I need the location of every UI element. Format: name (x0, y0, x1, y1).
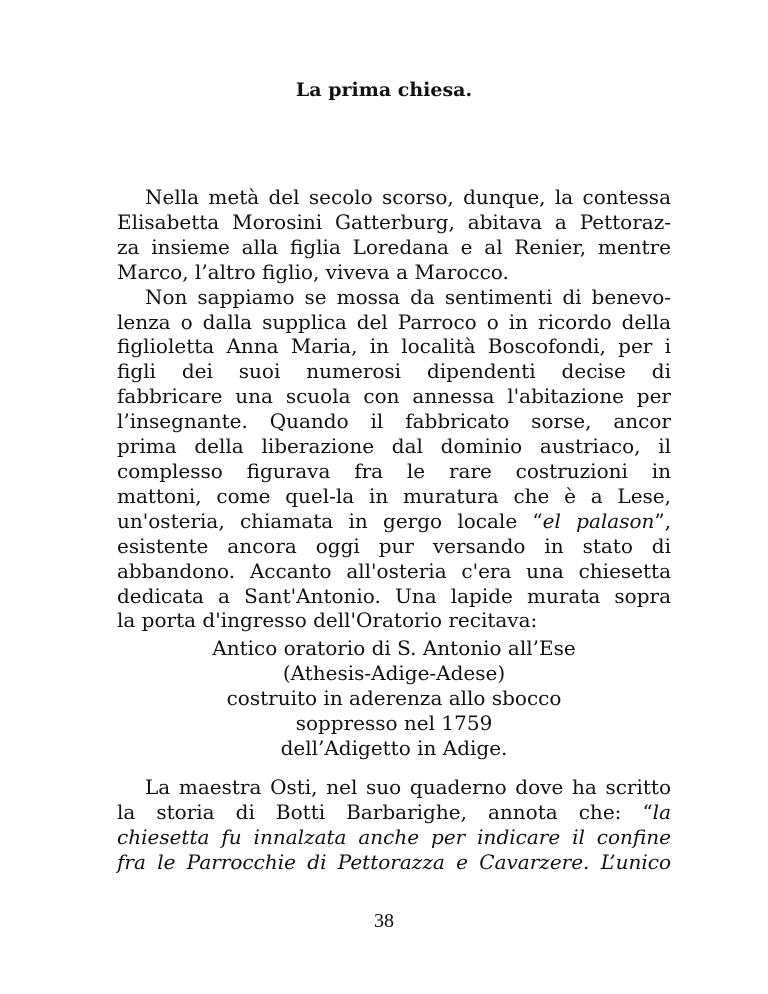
text-line: Nella metà del secolo scorso, dunque, la contessa (145, 185, 671, 209)
text-line: figlioletta Anna Maria, in località Boscofondi, per i (117, 334, 671, 359)
text-line: lenza o dalla supplica del Parroco o in ricordo della (117, 309, 671, 334)
page-title: La prima chiesa. (295, 79, 473, 101)
text-line: fra le Parrocchie di Pettorazza e Cavarzere. L’unico (117, 849, 671, 874)
text-line: Marco, l’altro figlio, viveva a Marocco. (117, 259, 509, 284)
text-line: l’insegnante. Quando il fabbricato sorse, ancor (117, 409, 671, 434)
text-line: figli dei suoi numerosi dipendenti decise di (117, 359, 671, 384)
text-line: La maestra Osti, nel suo quaderno dove ha scritto (145, 775, 671, 799)
inscription-line: dell’Adigetto in Adige. (280, 736, 508, 760)
inscription-line: soppresso nel 1759 (295, 711, 493, 735)
body-text (117, 185, 671, 633)
final-paragraph (117, 775, 671, 875)
text-line: mattoni, come quel-la in muratura che è a Lese, (117, 483, 671, 508)
text-line: la porta d'ingresso dell'Oratorio recitava: (117, 608, 538, 633)
text-line: la storia di Botti Barbarighe, annota che: “la (117, 799, 671, 824)
text-line: un'osteria, chiamata in gergo locale “el palason”, (117, 508, 671, 533)
text-line: chiesetta fu innalzata anche per indicare il confine (117, 824, 671, 849)
text-line: esistente ancora oggi pur versando in stato di (117, 533, 671, 558)
text-line: dedicata a Sant'Antonio. Una lapide murata sopra (117, 583, 671, 608)
text-line: prima della liberazione dal dominio austriaco, il (117, 434, 671, 459)
text-line: fabbricare una scuola con annessa l'abitazione per (117, 384, 671, 409)
text-line: abbandono. Accanto all'osteria c'era una chiesetta (117, 558, 671, 583)
text-line: Non sappiamo se mossa da sentimenti di benevo- (145, 284, 671, 309)
inscription-line: costruito in aderenza allo sbocco (226, 686, 562, 710)
inscription-line: (Athesis-Adige-Adese) (282, 661, 506, 685)
text-line: complesso figurava fra le rare costruzioni in (117, 458, 671, 483)
page-number: 38 (374, 910, 394, 932)
text-line: Elisabetta Morosini Gatterburg, abitava a Pettoraz- (117, 209, 671, 234)
inscription-block (117, 636, 671, 761)
text-line: za insieme alla figlia Loredana e al Renier, mentre (117, 234, 671, 259)
inscription-line: Antico oratorio di S. Antonio all’Ese (212, 636, 576, 660)
